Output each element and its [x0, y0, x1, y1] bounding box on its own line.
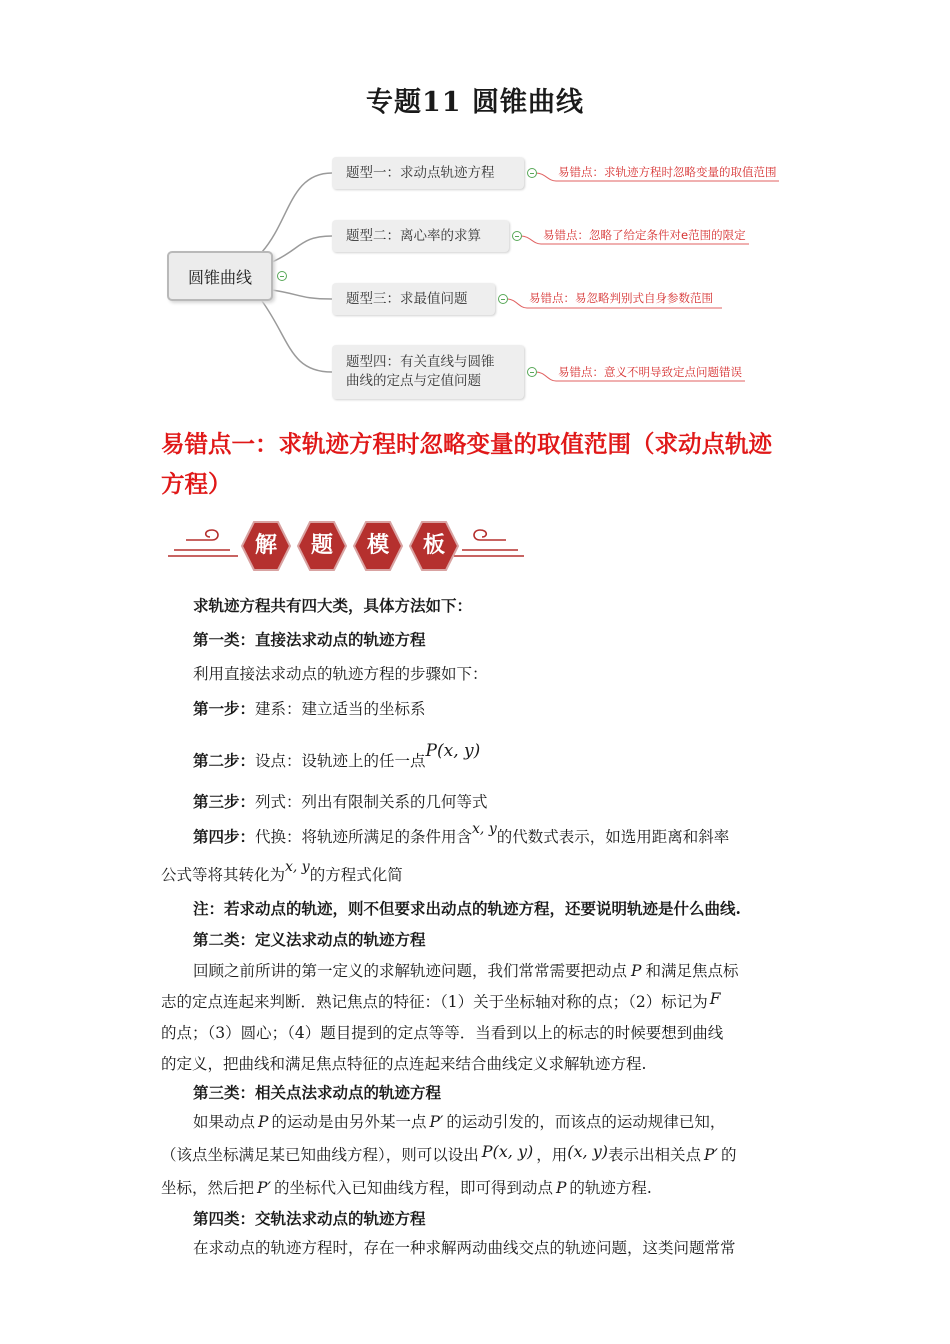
step-text: 列式：列出有限制关系的几何等式	[255, 793, 488, 811]
math-expression: P′	[257, 1179, 271, 1197]
math-expression: x, y	[472, 821, 497, 837]
mindmap-root[interactable]: 圆锥曲线	[167, 251, 273, 301]
error-note-1: 易错点：求轨迹方程时忽略变量的取值范围	[558, 165, 777, 179]
mindmap-branch-2[interactable]	[332, 220, 509, 252]
text-run: ，用	[536, 1146, 568, 1164]
text-run: 如果动点	[193, 1113, 256, 1131]
collapse-icon[interactable]	[527, 367, 537, 377]
text-run: 的轨迹方程.	[569, 1179, 652, 1197]
text-run: 的运动是由另外某一点	[271, 1113, 427, 1131]
step-text: 的方程式化简	[309, 866, 403, 884]
step-4-line-1	[193, 821, 823, 849]
error-note-2: 易错点：忽略了给定条件对e范围的限定	[543, 228, 746, 242]
category-2-line-3: 的点；（3）圆心；（4）题目提到的定点等等．当看到以上的标志的时候要想到曲线	[161, 1024, 724, 1042]
intro-text: 求轨迹方程共有四大类，具体方法如下：	[193, 596, 473, 615]
step-label: 第三步：	[193, 792, 256, 811]
math-expression: P	[631, 962, 642, 980]
banner-hex	[408, 520, 460, 572]
category-4-line-1: 在求动点的轨迹方程时，存在一种求解两动曲线交点的轨迹问题，这类问题常常	[193, 1239, 736, 1257]
text-run: 回顾之前所讲的第一定义的求解轨迹问题，我们常常需要把动点	[193, 962, 628, 980]
math-expression: P	[555, 1179, 567, 1197]
category-4-heading: 第四类：交轨法求动点的轨迹方程	[193, 1209, 426, 1228]
branch-label-line1: 题型四：有关直线与圆锥	[346, 354, 495, 370]
collapse-icon[interactable]	[527, 168, 537, 178]
branch-label-line2: 曲线的定点与定值问题	[346, 373, 481, 389]
text-run: 的	[720, 1146, 737, 1164]
banner-char: 模	[366, 533, 389, 558]
step-text: 设点：设轨迹上的任一点	[255, 752, 426, 770]
banner-hex	[352, 520, 404, 572]
math-expression: F	[709, 990, 721, 1008]
category-3-heading: 第三类：相关点法求动点的轨迹方程	[193, 1083, 442, 1102]
math-expression: (x, y)	[567, 1142, 608, 1161]
category-2-line-2	[161, 991, 791, 1013]
category-2-line-4: 的定义，把曲线和满足焦点特征的点连起来结合曲线定义求解轨迹方程.	[161, 1055, 647, 1073]
math-expression: P′	[704, 1146, 718, 1164]
step-3	[193, 791, 823, 813]
note-text: 注：若求动点的轨迹，则不但要求出动点的轨迹方程，还要说明轨迹是什么曲线.	[193, 899, 741, 918]
banner-hex	[240, 520, 292, 572]
error-note-4: 易错点：意义不明导致定点问题错误	[558, 365, 742, 379]
branch-label: 题型二：离心率的求算	[346, 227, 481, 244]
banner-hex	[296, 520, 348, 572]
text-run: （该点坐标满足某已知曲线方程），则可以设出	[161, 1146, 479, 1164]
text-run: 的坐标代入已知曲线方程，即可得到动点	[273, 1179, 553, 1197]
text-run: 志的定点连起来判断．熟记焦点的特征：（1）关于坐标轴对称的点；（2）标记为	[161, 993, 708, 1011]
math-expression: x, y	[285, 859, 310, 875]
category-3-line-2	[161, 1144, 791, 1166]
step-1	[193, 698, 823, 720]
branch-label: 题型一：求动点轨迹方程	[346, 164, 495, 181]
math-expression: P(x, y)	[425, 741, 481, 761]
mindmap-branch-1[interactable]	[332, 157, 524, 189]
text-run: 表示出相关点	[607, 1146, 701, 1164]
step-2	[193, 741, 823, 772]
step-text: 代换：将轨迹所满足的条件用含	[255, 828, 473, 846]
step-text: 的代数式表示，如选用距离和斜率	[496, 828, 730, 846]
text-run: 坐标，然后把	[161, 1179, 255, 1197]
section-heading-line2: 方程）	[161, 470, 232, 498]
collapse-icon[interactable]	[512, 231, 522, 241]
mindmap-branch-4[interactable]	[332, 345, 524, 399]
math-expression: P′	[429, 1113, 444, 1131]
step-text: 建系：建立适当的坐标系	[255, 700, 426, 718]
banner-char: 板	[422, 533, 445, 558]
branch-label: 题型三：求最值问题	[346, 290, 468, 307]
banner-chars	[240, 520, 462, 572]
category-2-heading: 第二类：定义法求动点的轨迹方程	[193, 930, 426, 949]
category-1-desc: 利用直接法求动点的轨迹方程的步骤如下：	[193, 665, 488, 683]
step-label: 第四步：	[193, 827, 256, 846]
category-1-heading: 第一类：直接法求动点的轨迹方程	[193, 630, 426, 649]
page-title: 专题11 圆锥曲线	[366, 87, 584, 118]
category-3-line-3	[161, 1177, 791, 1199]
collapse-icon[interactable]	[277, 271, 287, 281]
step-4-line-2	[161, 859, 791, 887]
category-3-line-1	[193, 1111, 823, 1133]
step-label: 第一步：	[193, 699, 256, 718]
section-heading	[161, 424, 801, 504]
section-heading-line1: 易错点一：求轨迹方程时忽略变量的取值范围（求动点轨迹	[161, 430, 772, 458]
step-text: 公式等将其转化为	[161, 866, 286, 884]
mindmap-branch-3[interactable]	[332, 283, 495, 315]
collapse-icon[interactable]	[498, 294, 508, 304]
banner-char: 解	[254, 533, 277, 558]
error-note-3: 易错点：易忽略判别式自身参数范围	[529, 291, 713, 305]
text-run: 和满足焦点标	[645, 962, 739, 980]
math-expression: P(x, y)	[481, 1142, 534, 1161]
banner-char: 题	[310, 533, 333, 558]
text-run: 的运动引发的，而该点的运动规律已知，	[446, 1113, 726, 1131]
step-label: 第二步：	[193, 751, 256, 770]
category-2-line-1	[193, 960, 823, 982]
math-expression: P	[258, 1113, 269, 1131]
